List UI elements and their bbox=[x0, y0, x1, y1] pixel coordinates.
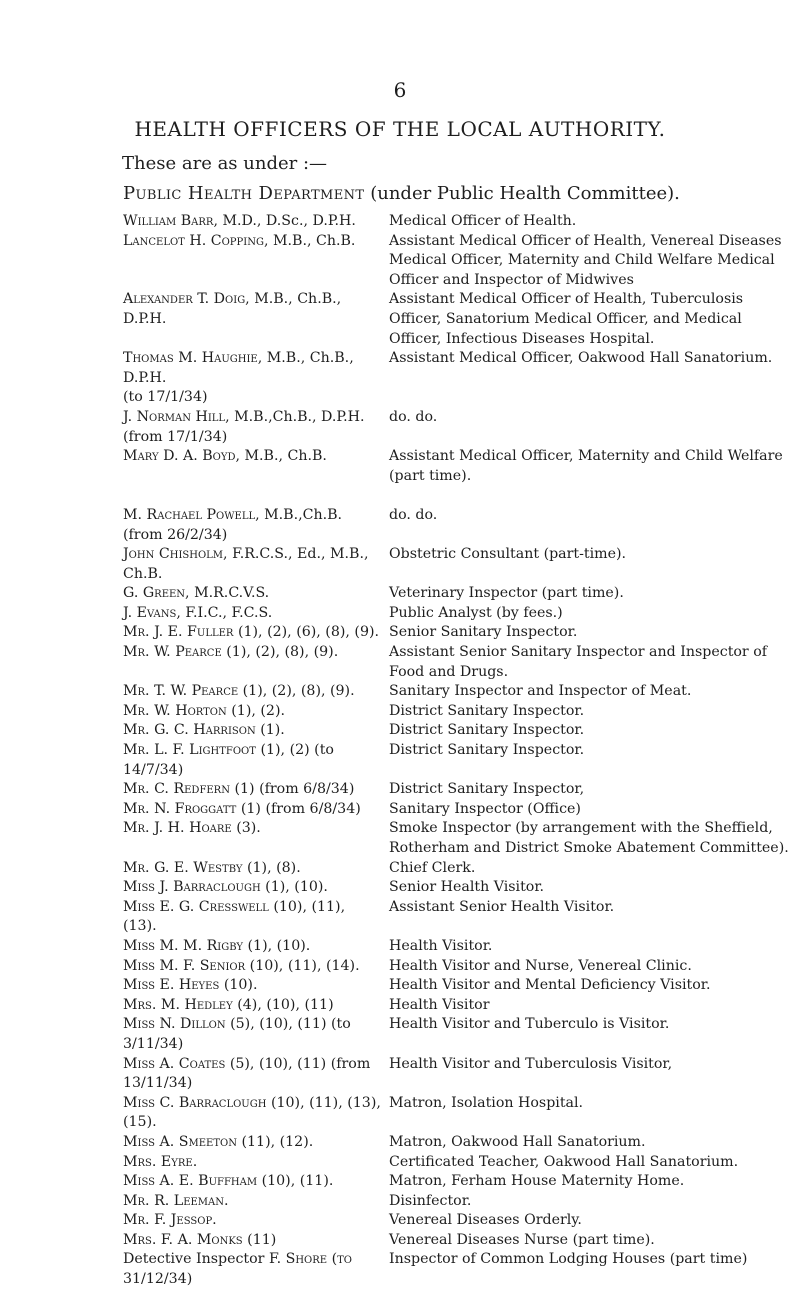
officer-name: Mr. J. H. Hoare bbox=[123, 820, 232, 837]
officer-role: Chief Clerk. bbox=[389, 859, 476, 876]
department-name: Public Health Department bbox=[123, 183, 365, 204]
officer-entry bbox=[123, 290, 800, 349]
officer-qualifications: M.B., Ch.B., D.P.H. (to 17/1/34) bbox=[123, 350, 354, 406]
officer-entry bbox=[123, 604, 800, 624]
officer-qualifications: (1) (from 6/8/34) bbox=[229, 781, 355, 798]
officer-name-cell bbox=[123, 290, 389, 349]
officer-entry bbox=[123, 859, 800, 879]
officer-qualifications: (1), (2), (8), (9). bbox=[221, 644, 339, 661]
officer-qualifications: (1), (2), (8), (9). bbox=[238, 683, 355, 700]
officer-name: Miss M. M. Rigby bbox=[123, 937, 244, 954]
officer-entry bbox=[123, 545, 800, 584]
officer-role: Public Analyst (by fees.) bbox=[389, 604, 563, 621]
officer-qualifications: F.I.C., F.C.S. bbox=[180, 604, 273, 621]
officer-qualifications: (10), (11). bbox=[257, 1173, 334, 1190]
officer-entry bbox=[123, 643, 800, 682]
officer-entry bbox=[123, 1133, 800, 1153]
officer-name: Miss N. Dillon bbox=[123, 1016, 226, 1033]
officer-role: do. do. bbox=[389, 408, 438, 425]
officer-entry bbox=[123, 957, 800, 977]
officer-role: Health Visitor bbox=[389, 996, 490, 1013]
officer-name-cell bbox=[123, 1133, 389, 1153]
officer-name: Detective Inspector bbox=[123, 1251, 269, 1268]
officer-qualifications: M.B.,Ch.B., D.P.H. (from 17/1/34) bbox=[123, 408, 365, 445]
officer-role: Smoke Inspector (by arrangement with the Sheffield, Rotherham and District Smoke Abatement Committee). bbox=[389, 820, 789, 856]
officer-name: Mary D. A. Boyd, bbox=[123, 448, 240, 465]
officer-name-cell bbox=[123, 800, 389, 820]
officer-name: Mrs. M. Hedley bbox=[123, 996, 233, 1013]
officer-role: Assistant Senior Sanitary Inspector and Inspector of Food and Drugs. bbox=[389, 644, 768, 680]
officer-role: Sanitary Inspector (Office) bbox=[389, 800, 581, 817]
officer-role: do. do. bbox=[389, 506, 438, 523]
officer-qualifications: M.B., Ch.B., D.P.H. bbox=[123, 291, 342, 327]
officer-name: Thomas M. Haughie, bbox=[123, 350, 263, 367]
officer-role: Disinfector. bbox=[389, 1192, 472, 1209]
officer-qualifications: F. Shore (to 31/12/34) bbox=[123, 1251, 353, 1288]
officer-role: District Sanitary Inspector, bbox=[389, 781, 585, 798]
department-heading bbox=[123, 183, 680, 204]
officer-qualifications: (1), (2) (to 14/7/34) bbox=[123, 742, 334, 778]
officer-role: Assistant Medical Officer of Health, Tuberculosis Officer, Sanatorium Medical Officer, and Medical Officer, Infectious Diseases Hospital. bbox=[389, 291, 744, 347]
officer-entry bbox=[123, 349, 800, 408]
officer-entry bbox=[123, 898, 800, 937]
officer-name-cell bbox=[123, 623, 389, 643]
officer-entry bbox=[123, 1250, 800, 1289]
officer-name: Mr. N. Froggatt bbox=[123, 800, 237, 817]
officer-name: Mrs. Eyre. bbox=[123, 1153, 198, 1170]
officer-role: Venereal Diseases Orderly. bbox=[389, 1212, 582, 1229]
page-number: 6 bbox=[393, 78, 407, 102]
officer-entry bbox=[123, 1015, 800, 1054]
officer-qualifications: M.B., Ch.B. bbox=[268, 232, 356, 249]
officer-qualifications: (1) (from 6/8/34) bbox=[236, 800, 361, 817]
officer-name: Mr. R. Leeman. bbox=[123, 1192, 229, 1209]
officer-name: Mr. G. C. Harrison bbox=[123, 722, 256, 739]
officer-name: Mr. C. Redfern bbox=[123, 781, 230, 798]
officer-name-cell bbox=[123, 1192, 389, 1212]
officer-qualifications: M.R.C.V.S. bbox=[189, 585, 270, 602]
officer-entry bbox=[123, 878, 800, 898]
officer-name-cell bbox=[123, 408, 389, 447]
page-title: HEALTH OFFICERS OF THE LOCAL AUTHORITY. bbox=[134, 117, 666, 141]
officer-name: Miss M. F. Senior bbox=[123, 957, 246, 974]
officer-qualifications: (4), (10), (11) bbox=[232, 996, 334, 1013]
officer-name: Miss A. E. Buffham bbox=[123, 1173, 258, 1190]
officer-qualifications: (10). bbox=[219, 977, 258, 994]
officer-name-cell bbox=[123, 937, 389, 957]
officer-name: Miss C. Barraclough bbox=[123, 1094, 267, 1111]
officer-role: Certificated Teacher, Oakwood Hall Sanatorium. bbox=[389, 1153, 739, 1170]
officer-name-cell bbox=[123, 604, 389, 624]
officer-name-cell bbox=[123, 957, 389, 977]
officer-name-cell bbox=[123, 741, 389, 780]
officer-entry bbox=[123, 721, 800, 741]
officer-name: Miss E. Heyes bbox=[123, 977, 220, 994]
officer-name: Miss A. Smeeton bbox=[123, 1133, 237, 1150]
officer-name: J. Norman Hill, bbox=[123, 408, 230, 425]
officer-entry bbox=[123, 447, 800, 486]
officer-entry bbox=[123, 1231, 800, 1251]
officer-name: Lancelot H. Copping, bbox=[123, 232, 269, 249]
officer-role: Venereal Diseases Nurse (part time). bbox=[389, 1231, 655, 1248]
officer-role: Assistant Senior Health Visitor. bbox=[389, 898, 615, 915]
officer-qualifications: M.B.,Ch.B. (from 26/2/34) bbox=[123, 506, 343, 543]
officer-name-cell bbox=[123, 976, 389, 996]
officer-entry bbox=[123, 800, 800, 820]
officer-entry bbox=[123, 1153, 800, 1173]
officer-name: Mr. T. W. Pearce bbox=[123, 683, 239, 700]
officer-name: Mr. F. Jessop. bbox=[123, 1212, 217, 1229]
officer-name-cell bbox=[123, 819, 389, 858]
officer-entry bbox=[123, 623, 800, 643]
officer-entry bbox=[123, 212, 800, 232]
officer-qualifications: (10), (11), (14). bbox=[245, 957, 360, 974]
officer-name-cell bbox=[123, 780, 389, 800]
officer-role: Matron, Oakwood Hall Sanatorium. bbox=[389, 1133, 646, 1150]
officer-entry bbox=[123, 976, 800, 996]
officer-name-cell bbox=[123, 682, 389, 702]
officer-name: Miss E. G. Cresswell bbox=[123, 898, 269, 915]
officer-name: Mrs. F. A. Monks bbox=[123, 1231, 243, 1248]
officer-entry bbox=[123, 780, 800, 800]
officer-name: J. Evans, bbox=[123, 604, 181, 621]
officer-qualifications: (10), (11), (13). bbox=[123, 898, 346, 935]
officer-qualifications: (11), (12). bbox=[236, 1133, 314, 1150]
officer-qualifications: (1). bbox=[255, 722, 285, 739]
officer-entry bbox=[123, 408, 800, 447]
officer-name-cell bbox=[123, 447, 389, 486]
officer-qualifications: (3). bbox=[231, 820, 261, 837]
officer-name-cell bbox=[123, 584, 389, 604]
officer-name: M. Rachael Powell, bbox=[123, 506, 260, 523]
officer-name: Mr. G. E. Westby bbox=[123, 859, 243, 876]
officer-name: Miss A. Coates bbox=[123, 1055, 226, 1072]
officer-entry bbox=[123, 702, 800, 722]
officer-name-cell bbox=[123, 212, 389, 232]
officer-qualifications: (1), (10). bbox=[243, 937, 311, 954]
officer-name-cell bbox=[123, 1250, 389, 1289]
officer-role: Assistant Medical Officer, Oakwood Hall Sanatorium. bbox=[389, 350, 773, 367]
officer-entry bbox=[123, 1192, 800, 1212]
officer-entry bbox=[123, 819, 800, 858]
officer-role: District Sanitary Inspector. bbox=[389, 722, 585, 739]
officer-name-cell bbox=[123, 1172, 389, 1192]
officer-name-cell bbox=[123, 859, 389, 879]
officer-name-cell bbox=[123, 878, 389, 898]
officer-entry bbox=[123, 1172, 800, 1192]
officer-name: Alexander T. Doig, bbox=[123, 291, 250, 308]
officer-name-cell bbox=[123, 702, 389, 722]
officers-list bbox=[0, 212, 800, 1290]
department-note: (under Public Health Committee). bbox=[370, 183, 680, 204]
officer-name-cell bbox=[123, 898, 389, 937]
officer-name-cell bbox=[123, 721, 389, 741]
officer-role: Senior Health Visitor. bbox=[389, 879, 545, 896]
officer-qualifications: (1), (8). bbox=[242, 859, 301, 876]
officer-role: Health Visitor and Mental Deficiency Visitor. bbox=[389, 977, 711, 994]
officer-qualifications: M.D., D.Sc., D.P.H. bbox=[217, 213, 356, 229]
officer-name-cell bbox=[123, 1055, 389, 1094]
officer-name-cell bbox=[123, 1015, 389, 1054]
officer-name: John Chisholm, bbox=[123, 546, 228, 563]
officer-role: Sanitary Inspector and Inspector of Meat. bbox=[389, 683, 692, 700]
officer-name-cell bbox=[123, 1211, 389, 1231]
officer-name: G. Green, bbox=[123, 585, 190, 602]
officer-role: Health Visitor and Nurse, Venereal Clinic. bbox=[389, 957, 692, 974]
officer-name-cell bbox=[123, 1153, 389, 1173]
officer-role: Health Visitor and Tuberculosis Visitor, bbox=[389, 1055, 673, 1072]
officer-qualifications: M.B., Ch.B. bbox=[240, 448, 327, 465]
officer-entry bbox=[123, 1094, 800, 1133]
officer-role: Veterinary Inspector (part time). bbox=[389, 585, 624, 602]
officer-name: Mr. W. Horton bbox=[123, 702, 227, 719]
officer-role: Matron, Ferham House Maternity Home. bbox=[389, 1173, 685, 1190]
officer-entry bbox=[123, 682, 800, 702]
officer-name-cell bbox=[123, 1231, 389, 1251]
officer-entry bbox=[123, 996, 800, 1016]
officer-role: Matron, Isolation Hospital. bbox=[389, 1094, 584, 1111]
officer-entry bbox=[123, 741, 800, 780]
officer-entry bbox=[123, 584, 800, 604]
officer-entry bbox=[123, 1055, 800, 1094]
officer-role: Assistant Medical Officer, Maternity and Child Welfare (part time). bbox=[389, 448, 783, 484]
officer-role: Obstetric Consultant (part-time). bbox=[389, 546, 627, 563]
officer-qualifications: (11) bbox=[242, 1231, 277, 1248]
officer-role: Medical Officer of Health. bbox=[389, 213, 577, 229]
officer-qualifications: (1), (10). bbox=[260, 879, 328, 896]
officer-qualifications: (1), (2), (6), (8), (9). bbox=[233, 624, 380, 641]
officer-name-cell bbox=[123, 506, 389, 545]
officer-role: Senior Sanitary Inspector. bbox=[389, 624, 578, 641]
officer-name-cell bbox=[123, 996, 389, 1016]
officer-name: William Barr, bbox=[123, 213, 218, 229]
officer-name: Miss J. Barraclough bbox=[123, 879, 261, 896]
officer-name: Mr. W. Pearce bbox=[123, 644, 222, 661]
officer-name-cell bbox=[123, 349, 389, 408]
intro-text: These are as under :— bbox=[122, 153, 328, 174]
officer-role: Health Visitor and Tuberculo is Visitor. bbox=[389, 1016, 670, 1033]
officer-name-cell bbox=[123, 643, 389, 682]
officer-name: Mr. J. E. Fuller bbox=[123, 624, 234, 641]
officer-name-cell bbox=[123, 232, 389, 291]
officer-name: Mr. L. F. Lightfoot bbox=[123, 742, 256, 759]
officer-qualifications: F.R.C.S., Ed., M.B., Ch.B. bbox=[123, 546, 369, 582]
officer-role: Health Visitor. bbox=[389, 937, 493, 954]
officer-name-cell bbox=[123, 1094, 389, 1133]
officer-role: District Sanitary Inspector. bbox=[389, 742, 585, 759]
officer-role: Inspector of Common Lodging Houses (part time) bbox=[389, 1251, 748, 1268]
officer-entry bbox=[123, 937, 800, 957]
officer-entry bbox=[123, 506, 800, 545]
officer-qualifications: (10), (11), (13), (15). bbox=[123, 1094, 381, 1131]
officer-name-cell bbox=[123, 545, 389, 584]
officer-role: District Sanitary Inspector. bbox=[389, 702, 585, 719]
officer-qualifications: (5), (10), (11) (from 13/11/34) bbox=[123, 1055, 371, 1092]
officer-role: Assistant Medical Officer of Health, Venereal Diseases Medical Officer, Maternity and Child Welfare Medical Officer and Inspector of Midwives bbox=[389, 232, 782, 288]
officer-entry bbox=[123, 1211, 800, 1231]
officer-entry bbox=[123, 232, 800, 291]
officer-qualifications: (5), (10), (11) (to 3/11/34) bbox=[123, 1016, 351, 1052]
officer-qualifications: (1), (2). bbox=[226, 702, 285, 719]
